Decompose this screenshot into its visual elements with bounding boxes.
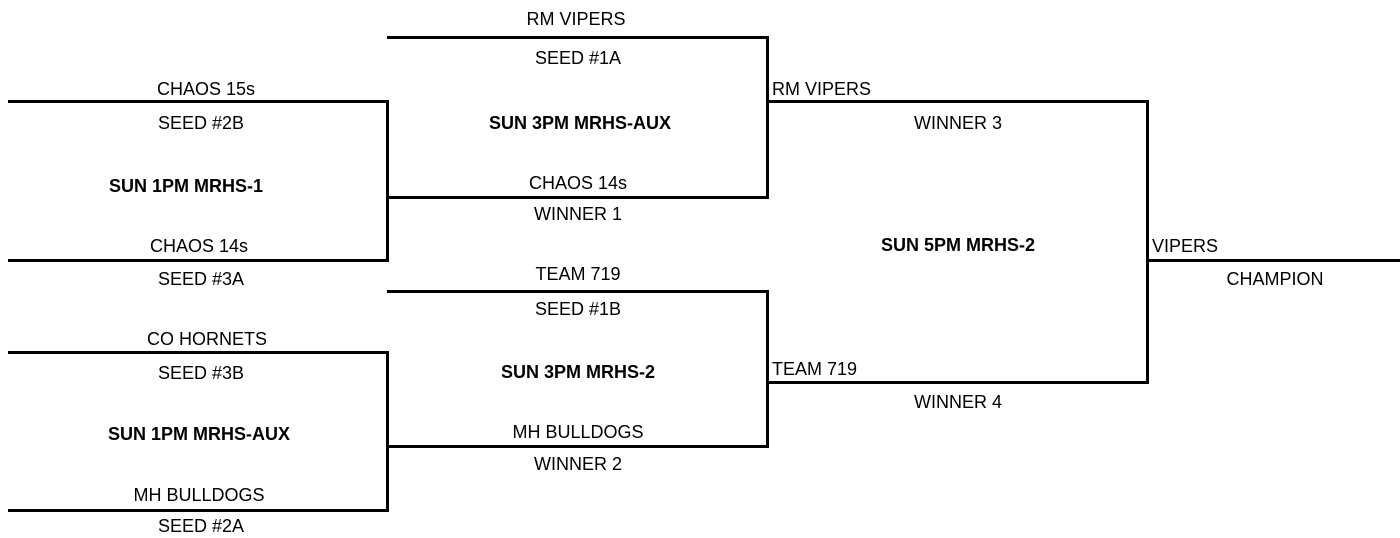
- game3-top-line: [387, 36, 769, 39]
- game3-bottom-line: [387, 196, 769, 199]
- game3-info: SUN 3PM MRHS-AUX: [488, 113, 672, 133]
- game1-bottom-line: [8, 259, 389, 262]
- game1-bottom-team: CHAOS 14s: [149, 236, 249, 256]
- game3-bottom-label: WINNER 1: [533, 204, 623, 224]
- final-bottom-line: [767, 381, 1149, 384]
- game3-bottom-team: CHAOS 14s: [528, 173, 628, 193]
- game1-bottom-seed: SEED #3A: [157, 269, 245, 289]
- game3-connector: [766, 36, 769, 199]
- game2-top-seed: SEED #3B: [157, 363, 245, 383]
- final-info: SUN 5PM MRHS-2: [880, 235, 1036, 255]
- game4-connector: [766, 290, 769, 448]
- final-bottom-label: WINNER 4: [913, 392, 1003, 412]
- game1-connector: [386, 100, 389, 262]
- final-bottom-team: TEAM 719: [772, 359, 858, 379]
- final-top-label: WINNER 3: [913, 113, 1003, 133]
- game4-info: SUN 3PM MRHS-2: [500, 362, 656, 382]
- game1-top-seed: SEED #2B: [157, 113, 245, 133]
- game2-top-line: [8, 351, 389, 354]
- game3-top-team: RM VIPERS: [526, 9, 626, 29]
- final-connector: [1146, 100, 1149, 384]
- champion-line: [1147, 259, 1400, 262]
- game4-top-seed: SEED #1B: [534, 299, 622, 319]
- game2-top-team: CO HORNETS: [146, 329, 268, 349]
- game3-top-seed: SEED #1A: [534, 48, 622, 68]
- game4-top-line: [387, 290, 769, 293]
- game2-connector: [386, 351, 389, 512]
- champion-team: VIPERS: [1152, 236, 1219, 256]
- final-top-team: RM VIPERS: [772, 79, 872, 99]
- game2-bottom-line: [8, 509, 389, 512]
- champion-label: CHAMPION: [1226, 269, 1324, 289]
- game1-top-team: CHAOS 15s: [156, 79, 256, 99]
- game2-bottom-seed: SEED #2A: [157, 516, 245, 536]
- game2-info: SUN 1PM MRHS-AUX: [107, 424, 291, 444]
- game4-top-team: TEAM 719: [535, 264, 621, 284]
- game4-bottom-team: MH BULLDOGS: [512, 422, 644, 442]
- game2-bottom-team: MH BULLDOGS: [133, 485, 265, 505]
- game4-bottom-line: [387, 445, 769, 448]
- final-top-line: [767, 100, 1149, 103]
- game4-bottom-label: WINNER 2: [533, 454, 623, 474]
- game1-top-line: [8, 100, 389, 103]
- game1-info: SUN 1PM MRHS-1: [108, 176, 264, 196]
